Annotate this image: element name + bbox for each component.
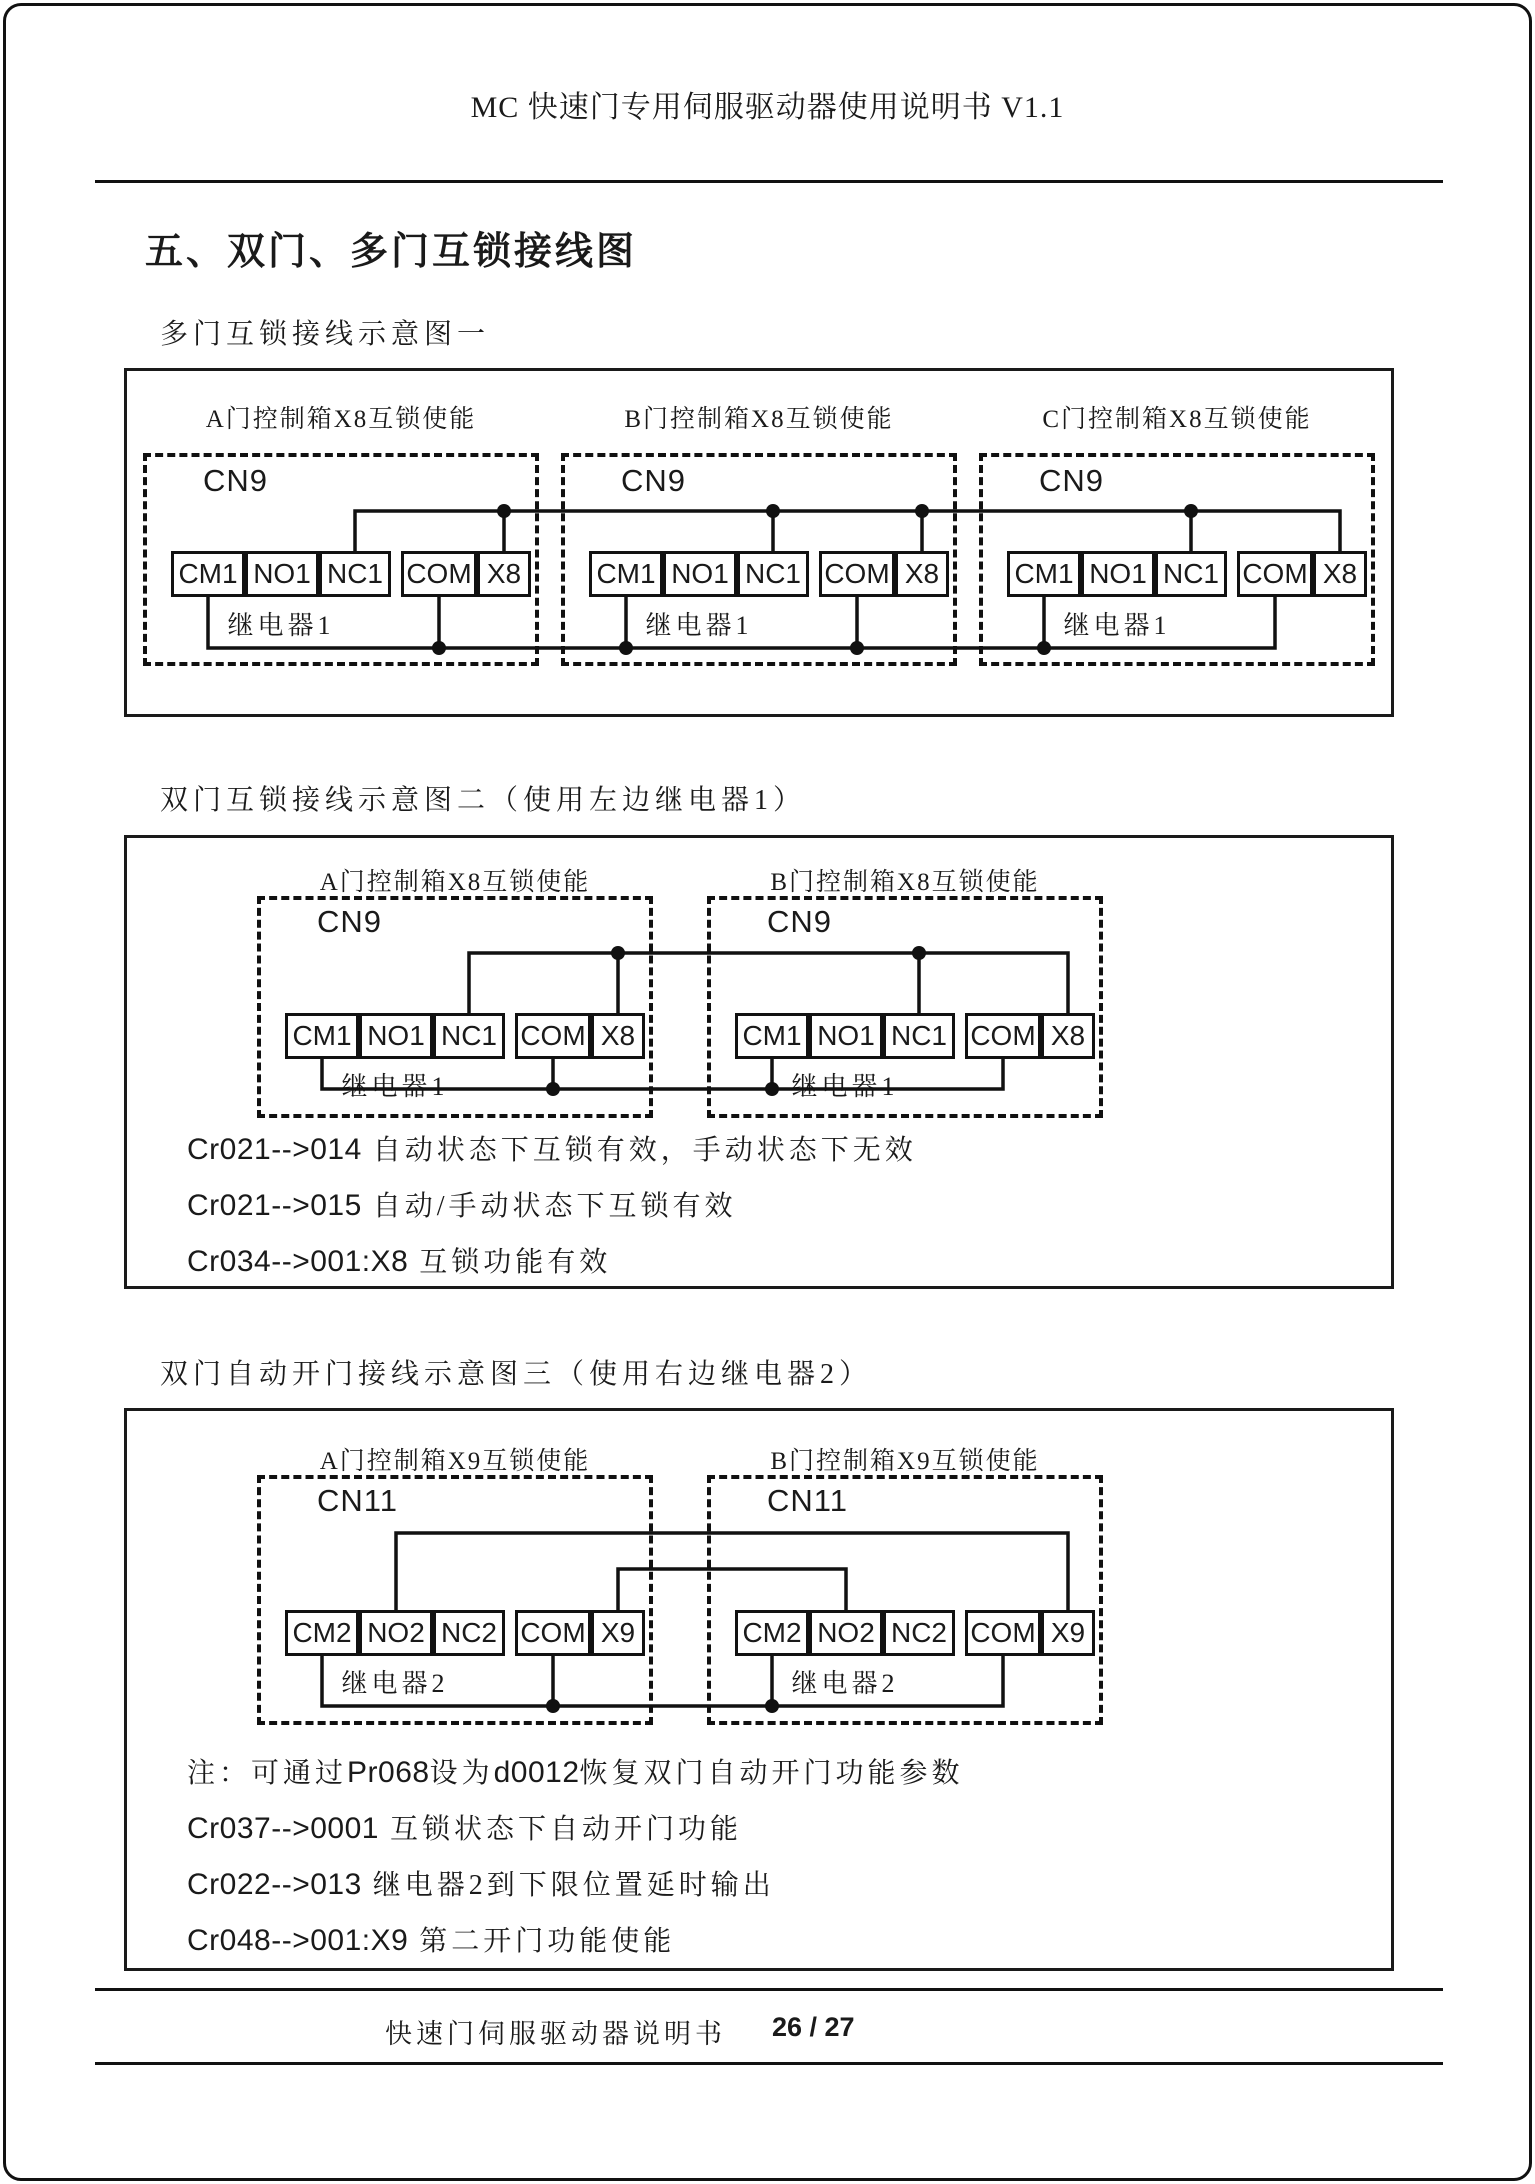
- note-segment: 互锁状态下自动开门功能: [378, 1814, 742, 1845]
- terminal-cm1: CM1: [735, 1013, 809, 1059]
- terminal-x8: X8: [1313, 551, 1367, 597]
- section-title: 五、双门、多门互锁接线图: [145, 231, 638, 273]
- terminal-no2: NO2: [809, 1610, 883, 1656]
- terminal-nc2: NC2: [883, 1610, 955, 1656]
- unit-label: A门控制箱X8互锁使能: [319, 869, 591, 896]
- connector-label: CN9: [317, 904, 383, 939]
- connector-label: CN9: [621, 463, 687, 498]
- note-segment: 第二开门功能使能: [408, 1926, 676, 1957]
- note-segment: 自动状态下互锁有效，手动状态下无效: [361, 1135, 917, 1166]
- note-segment: d0012: [493, 1756, 580, 1789]
- terminal-cm2: CM2: [285, 1610, 359, 1656]
- note-segment: Cr034-->001:X8: [187, 1245, 409, 1278]
- terminal-no1: NO1: [1081, 551, 1155, 597]
- note-segment: Cr048-->001:X9: [187, 1924, 409, 1957]
- note-segment: Cr021-->014: [187, 1133, 362, 1166]
- terminal-cm2: CM2: [735, 1610, 809, 1656]
- terminal-nc1: NC1: [319, 551, 391, 597]
- connector-label: CN11: [767, 1483, 848, 1518]
- terminal-nc1: NC1: [737, 551, 809, 597]
- parameter-note: [187, 1240, 611, 1280]
- footer-rule-bottom: [95, 2062, 1443, 2065]
- unit-label: B门控制箱X8互锁使能: [770, 869, 1040, 896]
- parameter-note: [187, 1863, 775, 1903]
- parameter-note: [187, 1807, 742, 1847]
- terminal-x8: X8: [1041, 1013, 1095, 1059]
- terminal-x8: X8: [895, 551, 949, 597]
- terminal-x9: X9: [591, 1610, 645, 1656]
- unit-label: B门控制箱X8互锁使能: [624, 406, 894, 433]
- diagram3-caption: 双门自动开门接线示意图三（使用右边继电器2）: [160, 1359, 873, 1390]
- terminal-nc1: NC1: [433, 1013, 505, 1059]
- note-segment: Cr037-->0001: [187, 1812, 379, 1845]
- relay-label: 继电器1: [227, 611, 335, 640]
- relay-label: 继电器2: [341, 1669, 449, 1698]
- header-title: MC 快速门专用伺服驱动器使用说明书 V1.1: [470, 91, 1065, 124]
- diagram3-dual-door-auto-open: [124, 1408, 1394, 1971]
- terminal-com: COM: [401, 551, 477, 597]
- diagram1-multi-door-interlock: [124, 368, 1394, 717]
- door-unit-a: [143, 371, 539, 714]
- relay-label: 继电器2: [791, 1669, 899, 1698]
- door-unit-b: [707, 838, 1103, 1286]
- note-segment: Cr021-->015: [187, 1189, 362, 1222]
- unit-label: A门控制箱X8互锁使能: [205, 406, 477, 433]
- terminal-cm1: CM1: [589, 551, 663, 597]
- note-segment: 继电器2到下限位置延时输出: [361, 1870, 775, 1901]
- terminal-com: COM: [965, 1610, 1041, 1656]
- terminal-no1: NO1: [809, 1013, 883, 1059]
- note-segment: 注：可通过: [187, 1758, 348, 1789]
- terminal-no1: NO1: [663, 551, 737, 597]
- unit-label: A门控制箱X9互锁使能: [319, 1448, 591, 1475]
- connector-label: CN9: [203, 463, 269, 498]
- terminal-x9: X9: [1041, 1610, 1095, 1656]
- note-segment: Pr068: [347, 1756, 430, 1789]
- header-rule: [95, 180, 1443, 183]
- terminal-no2: NO2: [359, 1610, 433, 1656]
- footer-doc-title: 快速门伺服驱动器说明书: [385, 2019, 726, 2049]
- parameter-note: [187, 1751, 964, 1791]
- unit-label: C门控制箱X8互锁使能: [1042, 406, 1312, 433]
- connector-label: CN11: [317, 1483, 398, 1518]
- relay-label: 继电器1: [341, 1072, 449, 1101]
- note-segment: 恢复双门自动开门功能参数: [579, 1758, 964, 1789]
- terminal-nc1: NC1: [883, 1013, 955, 1059]
- footer-rule-top: [95, 1988, 1443, 1991]
- terminal-cm1: CM1: [285, 1013, 359, 1059]
- note-segment: 互锁功能有效: [408, 1247, 612, 1278]
- footer-page-number: 26 / 27: [772, 2012, 855, 2042]
- unit-label: B门控制箱X9互锁使能: [770, 1448, 1040, 1475]
- terminal-cm1: CM1: [171, 551, 245, 597]
- door-unit-b: [561, 371, 957, 714]
- diagram1-caption: 多门互锁接线示意图一: [160, 319, 491, 350]
- terminal-nc1: NC1: [1155, 551, 1227, 597]
- relay-label: 继电器1: [791, 1072, 899, 1101]
- connector-label: CN9: [767, 904, 833, 939]
- connector-label: CN9: [1039, 463, 1105, 498]
- relay-label: 继电器1: [1063, 611, 1171, 640]
- terminal-com: COM: [515, 1013, 591, 1059]
- terminal-com: COM: [819, 551, 895, 597]
- terminal-x8: X8: [591, 1013, 645, 1059]
- terminal-com: COM: [965, 1013, 1041, 1059]
- note-segment: 自动/手动状态下互锁有效: [361, 1191, 737, 1222]
- terminal-no1: NO1: [245, 551, 319, 597]
- parameter-note: [187, 1128, 917, 1168]
- terminal-cm1: CM1: [1007, 551, 1081, 597]
- terminal-no1: NO1: [359, 1013, 433, 1059]
- terminal-x8: X8: [477, 551, 531, 597]
- diagram2-dual-door-interlock: [124, 835, 1394, 1289]
- diagram2-caption: 双门互锁接线示意图二（使用左边继电器1）: [160, 785, 807, 816]
- terminal-nc2: NC2: [433, 1610, 505, 1656]
- terminal-com: COM: [1237, 551, 1313, 597]
- terminal-com: COM: [515, 1610, 591, 1656]
- note-segment: Cr022-->013: [187, 1868, 362, 1901]
- parameter-note: [187, 1184, 737, 1224]
- relay-label: 继电器1: [645, 611, 753, 640]
- note-segment: 设为: [429, 1758, 494, 1789]
- door-unit-c: [979, 371, 1375, 714]
- parameter-note: [187, 1919, 675, 1959]
